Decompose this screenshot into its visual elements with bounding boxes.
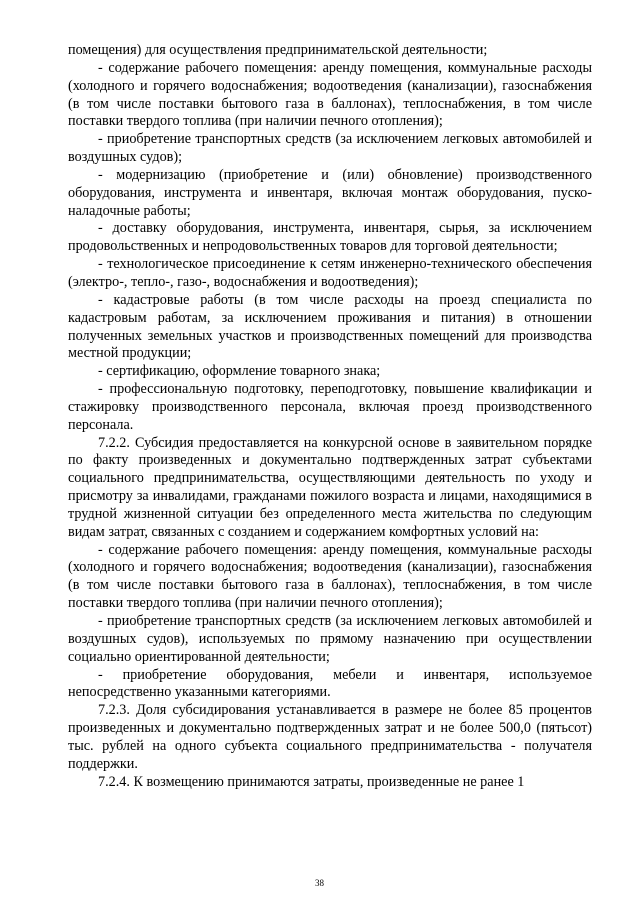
list-item-vehicles: - приобретение транспортных средств (за исключением легковых автомобилей и воздушных судов);	[68, 131, 592, 166]
section-7-2-3: 7.2.3. Доля субсидирования устанавливается в размере не более 85 процентов произведенных и документально подтвержденных затрат и не более 500,0 (пятьсот) тыс. рублей на одного субъекта социального предпринимательства - получателя поддержки.	[68, 702, 592, 772]
section-7-2-2: 7.2.2. Субсидия предоставляется на конкурсной основе в заявительном порядке по факту произведенных и документально подтвержденных затрат субъектами социального предпринимательства, осуществляющими деятельность по уходу и присмотру за инвалидами, гражданами пожилого возраста и лицами, находящимися в трудной жизненной ситуации без определенного места жительства по следующим видам затрат, связанных с созданием и содержанием комфортных условий на:	[68, 434, 592, 540]
document-body	[68, 42, 592, 791]
page-number: 38	[315, 878, 324, 888]
paragraph-continuation: помещения) для осуществления предпринимательской деятельности;	[68, 42, 488, 58]
section-7-2-4: 7.2.4. К возмещению принимаются затраты, произведенные не ранее 1	[98, 773, 525, 790]
list-item-cadastral: - кадастровые работы (в том числе расходы на проезд специалиста по кадастровым работам, за исключением проживания и питания) в отношении полученных земельных участков и производственных помещений для производства местной продукции;	[68, 291, 592, 362]
list-item-premises-maintenance-2: - содержание рабочего помещения: аренду помещения, коммунальные расходы (холодного и горячего водоснабжения; водоотведения (канализации), газоснабжения (в том числе поставки бытового газа в баллонах), теплоснабжения, в том числе поставки твердого топлива (при наличии печного отопления);	[68, 541, 592, 612]
list-item-modernization: - модернизацию (приобретение и (или) обновление) производственного оборудования, инструмента и инвентаря, включая монтаж оборудования, пуско-наладочные работы;	[68, 166, 592, 219]
list-item-equipment: - приобретение оборудования, мебели и инвентаря, используемое непосредственно указанными категориями.	[68, 666, 592, 701]
list-item-connection: - технологическое присоединение к сетям инженерно-технического обеспечения (электро-, тепло-, газо-, водоснабжения и водоотведения);	[68, 256, 592, 290]
list-item-delivery: - доставку оборудования, инструмента, инвентаря, сырья, за исключением продовольственных и непродовольственных товаров для торговой деятельности;	[68, 220, 592, 255]
list-item-vehicles-2: - приобретение транспортных средств (за исключением легковых автомобилей и воздушных судов), используемых по прямому назначению при осуществлении социально ориентированной деятельности;	[68, 613, 592, 665]
list-item-certification: - сертификацию, оформление товарного знака;	[98, 363, 381, 380]
list-item-premises-maintenance: - содержание рабочего помещения: аренду помещения, коммунальные расходы (холодного и горячего водоснабжения; водоотведения (канализации), газоснабжения (в том числе поставки бытового газа в баллонах), теплоснабжения, в том числе поставки твердого топлива (при наличии печного отопления);	[68, 59, 592, 130]
list-item-training: - профессиональную подготовку, переподготовку, повышение квалификации и стажировку производственного персонала, включая проезд производственного персонала.	[68, 381, 592, 433]
